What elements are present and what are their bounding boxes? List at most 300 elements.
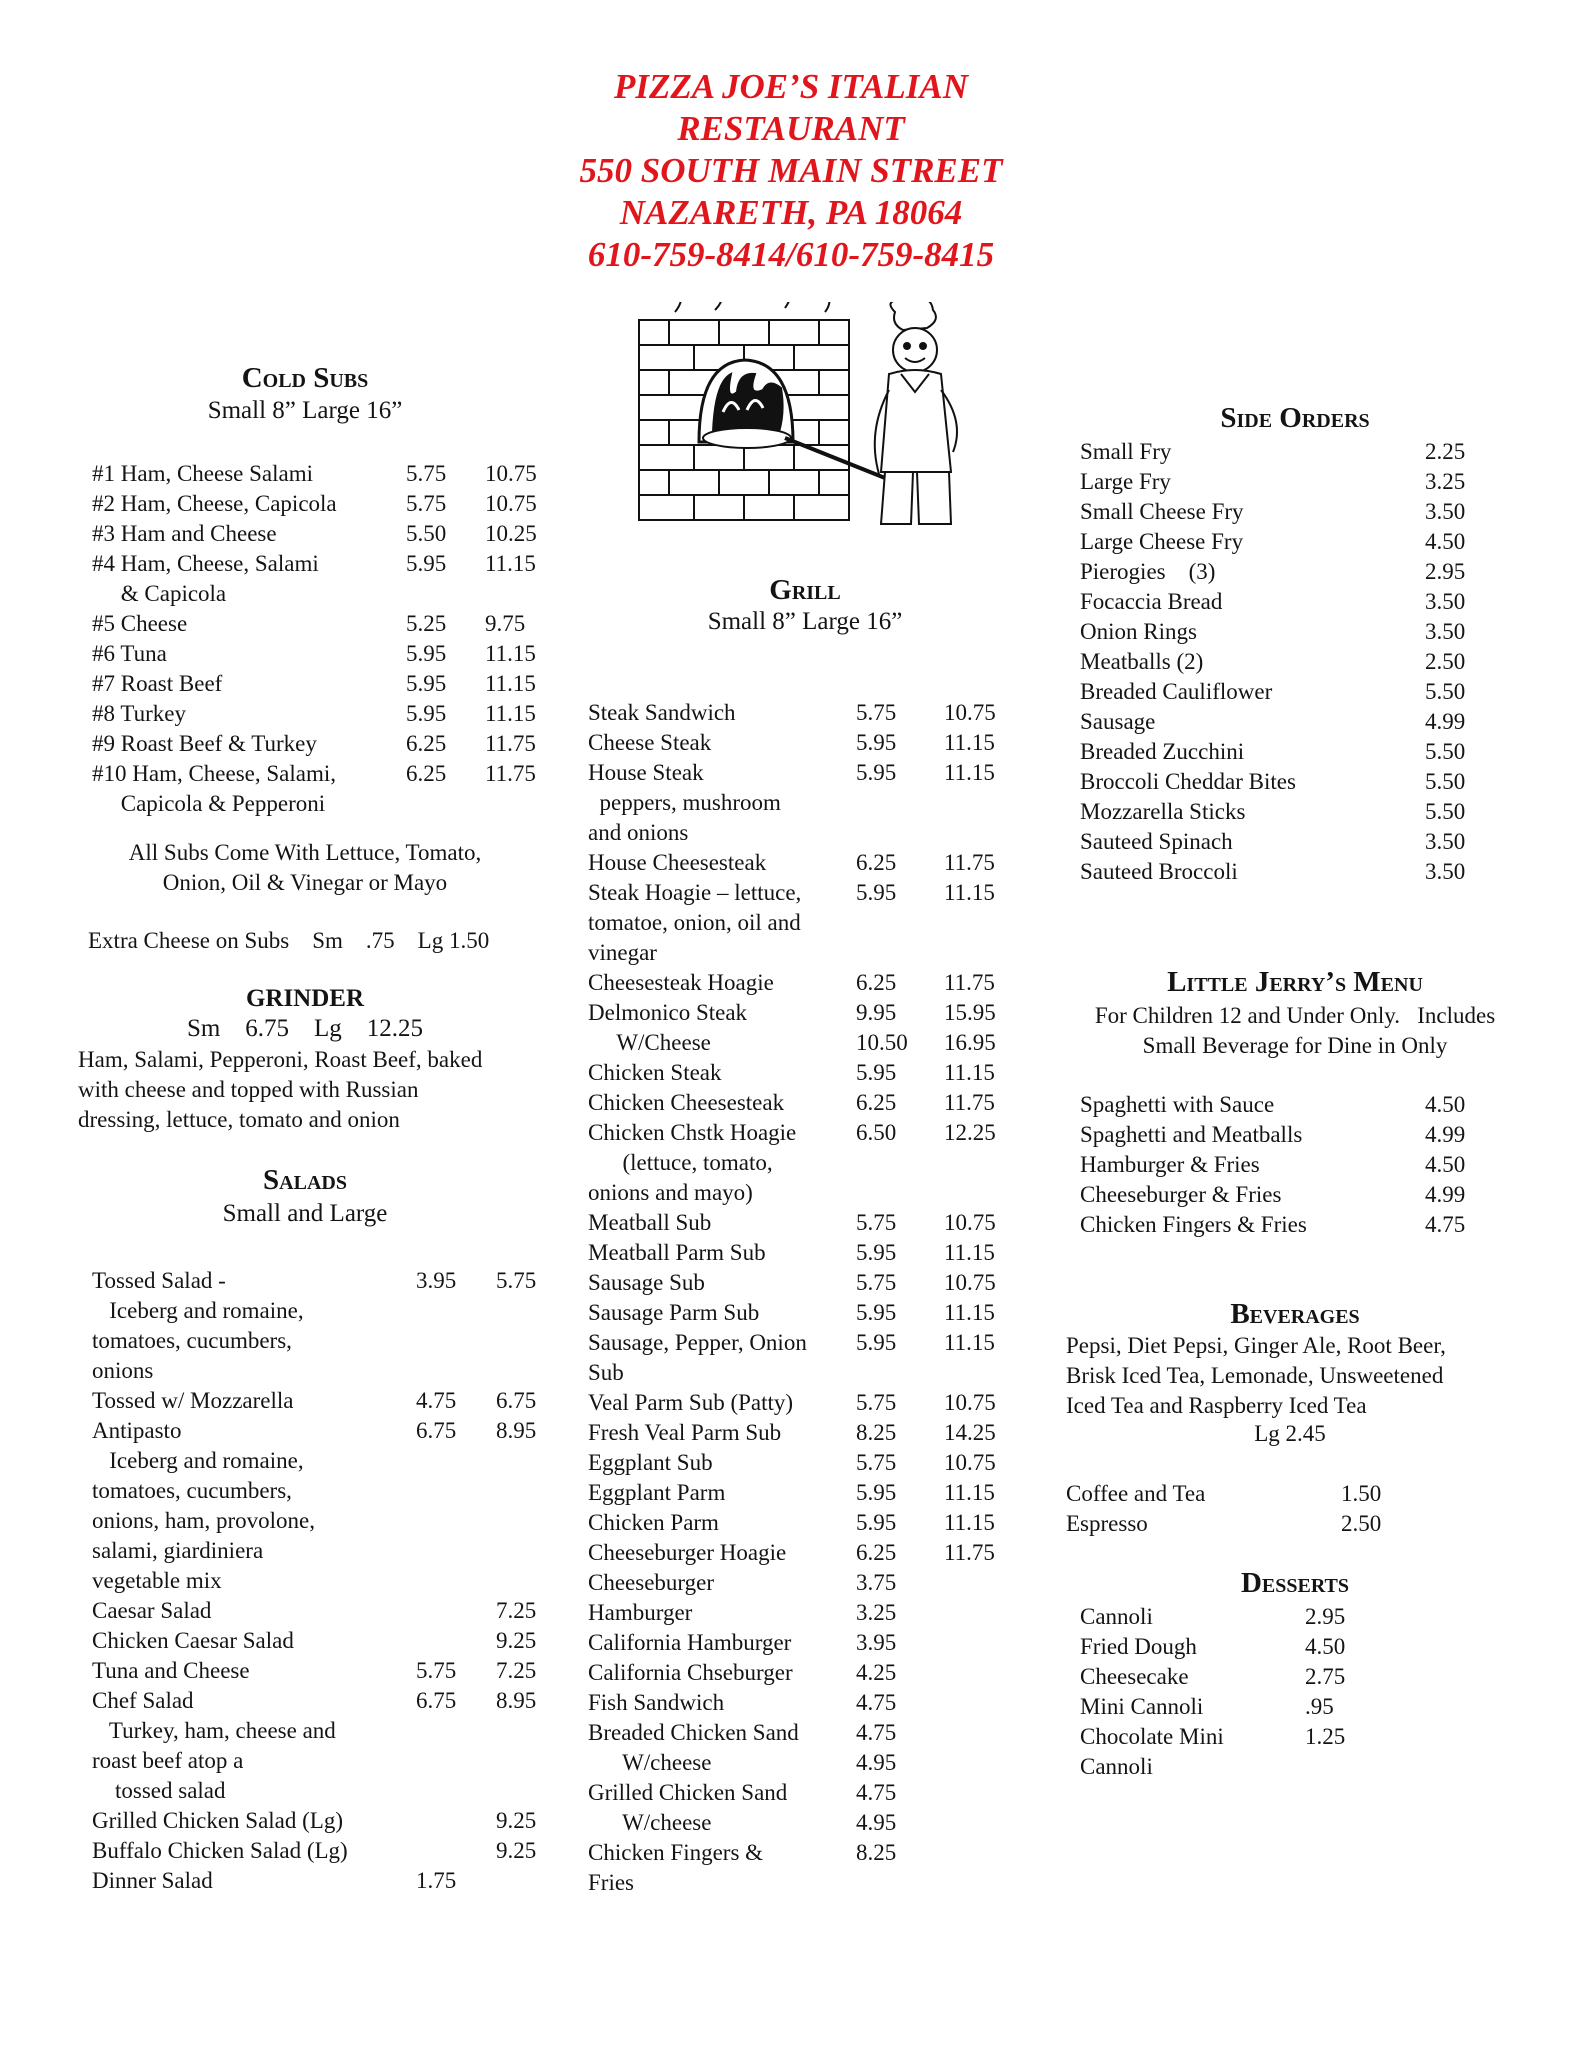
item-price-large: 10.75: [944, 700, 996, 725]
menu-item-row: [1066, 1509, 1486, 1539]
menu-item-row: [588, 1238, 1028, 1268]
item-name: California Hamburger: [588, 1630, 792, 1655]
item-name: peppers, mushroom: [588, 790, 781, 815]
item-price: 4.99: [1425, 1182, 1466, 1207]
item-name: Sauteed Spinach: [1080, 829, 1233, 854]
menu-item-row: [1080, 737, 1500, 767]
item-name: Cannoli: [1080, 1754, 1153, 1779]
menu-item-row: [1080, 767, 1500, 797]
item-price: 5.50: [1425, 679, 1466, 704]
menu-item-row: [1080, 797, 1500, 827]
item-price: 4.50: [1425, 1092, 1466, 1117]
menu-item-row: [92, 789, 562, 819]
item-price-small: 6.25: [856, 1090, 897, 1115]
item-price-small: 4.25: [856, 1660, 897, 1685]
item-price-large: 11.15: [944, 1510, 995, 1535]
item-name: Cheese Steak: [588, 730, 712, 755]
item-name: #4 Ham, Cheese, Salami: [92, 551, 319, 576]
item-price-large: 5.75: [496, 1268, 537, 1293]
grill-title: Grill: [769, 574, 841, 606]
item-name: & Capicola: [92, 581, 227, 606]
item-name: Tossed Salad -: [92, 1268, 226, 1293]
menu-item-row: [92, 1296, 562, 1326]
cold-subs-sizes: Small 8” Large 16”: [207, 397, 403, 424]
item-price-large: 10.75: [944, 1210, 996, 1235]
restaurant-phone: 610-759-8414/610-759-8415: [587, 235, 995, 274]
menu-item-row: [1080, 1692, 1500, 1722]
menu-item-row: [588, 788, 1028, 818]
desserts-title: Desserts: [1240, 1567, 1350, 1599]
menu-item-row: [1080, 587, 1500, 617]
menu-item-row: [588, 1388, 1028, 1418]
menu-item-row: [92, 1716, 562, 1746]
item-name: Large Fry: [1080, 469, 1171, 494]
item-name: Meatball Sub: [588, 1210, 712, 1235]
restaurant-name-line2: RESTAURANT: [677, 109, 905, 148]
item-price: 2.25: [1425, 439, 1466, 464]
item-price-small: 5.75: [856, 1210, 897, 1235]
item-price-large: 9.25: [496, 1838, 537, 1863]
item-name: #1 Ham, Cheese Salami: [92, 461, 314, 486]
cold-subs-note: [80, 838, 530, 898]
item-name: Focaccia Bread: [1080, 589, 1223, 614]
menu-item-row: [588, 1478, 1028, 1508]
item-name: House Cheesesteak: [588, 850, 767, 875]
menu-item-row: [92, 1596, 562, 1626]
item-name: Large Cheese Fry: [1080, 529, 1244, 554]
item-name: Fish Sandwich: [588, 1690, 725, 1715]
item-name: Delmonico Steak: [588, 1000, 748, 1025]
item-name: Sausage Parm Sub: [588, 1300, 760, 1325]
item-name: W/cheese: [588, 1750, 712, 1775]
item-price: 2.95: [1305, 1604, 1346, 1629]
extra-cheese-line: [88, 926, 558, 956]
item-name: tomatoes, cucumbers,: [92, 1478, 292, 1503]
grill-list: [588, 698, 1028, 1898]
item-name: Espresso: [1066, 1511, 1148, 1536]
item-name: Fresh Veal Parm Sub: [588, 1420, 782, 1445]
item-name: Breaded Chicken Sand: [588, 1720, 799, 1745]
item-price-small: 1.75: [416, 1868, 457, 1893]
menu-item-row: [1080, 1632, 1500, 1662]
item-name: Iceberg and romaine,: [92, 1448, 304, 1473]
item-price-small: 5.95: [406, 701, 447, 726]
salads-list: [92, 1266, 562, 1896]
item-price: 1.25: [1305, 1724, 1346, 1749]
item-price-large: 15.95: [944, 1000, 996, 1025]
item-name: Eggplant Parm: [588, 1480, 726, 1505]
menu-item-row: [92, 519, 562, 549]
item-name: W/Cheese: [588, 1030, 711, 1055]
menu-item-row: [1080, 1150, 1500, 1180]
menu-item-row: [588, 1598, 1028, 1628]
item-name: Chicken Cheesesteak: [588, 1090, 785, 1115]
item-price-large: 11.15: [485, 671, 536, 696]
item-price-small: 3.95: [856, 1630, 897, 1655]
item-price-small: 4.95: [856, 1810, 897, 1835]
item-name: Fried Dough: [1080, 1634, 1197, 1659]
item-name: Spaghetti with Sauce: [1080, 1092, 1275, 1117]
item-price-large: 11.75: [485, 731, 536, 756]
item-name: Tossed w/ Mozzarella: [92, 1388, 294, 1413]
menu-item-row: [92, 1476, 562, 1506]
menu-item-row: [588, 1538, 1028, 1568]
beverages-description-line: Iced Tea and Raspberry Iced Tea: [1066, 1393, 1367, 1418]
item-price-large: 14.25: [944, 1420, 996, 1445]
item-price: 4.75: [1425, 1212, 1466, 1237]
item-price-small: 4.95: [856, 1750, 897, 1775]
item-name: Chicken Caesar Salad: [92, 1628, 294, 1653]
item-name: vinegar: [588, 940, 657, 965]
item-price-small: 9.95: [856, 1000, 897, 1025]
item-name: Tuna and Cheese: [92, 1658, 250, 1683]
menu-item-row: [92, 699, 562, 729]
item-price: 2.75: [1305, 1664, 1346, 1689]
item-price-small: 5.95: [856, 1510, 897, 1535]
menu-item-row: [92, 1506, 562, 1536]
menu-item-row: [1080, 1662, 1500, 1692]
item-name: Cannoli: [1080, 1604, 1153, 1629]
menu-item-row: [588, 1328, 1028, 1358]
menu-item-row: [588, 1088, 1028, 1118]
item-price: 2.50: [1425, 649, 1466, 674]
item-name: Cheesesteak Hoagie: [588, 970, 774, 995]
item-name: onions, ham, provolone,: [92, 1508, 315, 1533]
item-price: 4.50: [1305, 1634, 1346, 1659]
item-name: Chicken Chstk Hoagie: [588, 1120, 797, 1145]
grinder-title: GRINDER: [245, 985, 365, 1012]
item-name: and onions: [588, 820, 689, 845]
item-name: Chocolate Mini: [1080, 1724, 1224, 1749]
item-name: Hamburger & Fries: [1080, 1152, 1260, 1177]
item-name: W/cheese: [588, 1810, 712, 1835]
item-price-large: 10.25: [485, 521, 537, 546]
item-price: 5.50: [1425, 769, 1466, 794]
item-price-large: 9.25: [496, 1628, 537, 1653]
little-jerrys-title: Little Jerry’s Menu: [1167, 966, 1423, 998]
item-price-small: 6.25: [406, 731, 447, 756]
item-price-large: 8.95: [496, 1688, 537, 1713]
menu-item-row: [588, 698, 1028, 728]
menu-item-row: [588, 998, 1028, 1028]
item-price-small: 3.25: [856, 1600, 897, 1625]
menu-item-row: [1080, 527, 1500, 557]
item-price-small: 6.75: [416, 1688, 457, 1713]
menu-item-row: [588, 1628, 1028, 1658]
restaurant-name-line1: PIZZA JOE’S ITALIAN: [614, 67, 968, 106]
menu-item-row: [588, 1448, 1028, 1478]
salads-title: Salads: [263, 1164, 347, 1196]
menu-item-row: [92, 549, 562, 579]
menu-item-row: [92, 1656, 562, 1686]
item-price-small: 8.25: [856, 1840, 897, 1865]
item-name: #2 Ham, Cheese, Capicola: [92, 491, 337, 516]
menu-item-row: [1080, 1210, 1500, 1240]
menu-item-row: [588, 758, 1028, 788]
beverages-title: Beverages: [1230, 1298, 1360, 1330]
item-price-small: 5.25: [406, 611, 447, 636]
item-name: Meatballs (2): [1080, 649, 1204, 674]
menu-item-row: [588, 1508, 1028, 1538]
menu-item-row: [92, 1416, 562, 1446]
item-name: Capicola & Pepperoni: [92, 791, 326, 816]
item-price: 3.25: [1425, 469, 1466, 494]
item-price-small: 5.95: [406, 551, 447, 576]
cold-subs-list: [92, 459, 562, 819]
item-name: Meatball Parm Sub: [588, 1240, 766, 1265]
item-price-large: 11.15: [944, 760, 995, 785]
item-price-large: 7.25: [496, 1598, 537, 1623]
item-name: Buffalo Chicken Salad (Lg): [92, 1838, 348, 1863]
menu-item-row: [1080, 1090, 1500, 1120]
menu-item-row: [92, 1626, 562, 1656]
item-name: roast beef atop a: [92, 1748, 244, 1773]
item-name: onions: [92, 1358, 154, 1383]
item-price: 3.50: [1425, 829, 1466, 854]
item-name: Cheeseburger Hoagie: [588, 1540, 787, 1565]
item-name: Cheesecake: [1080, 1664, 1189, 1689]
item-price-small: 3.95: [416, 1268, 457, 1293]
grinder-prices: Sm 6.75 Lg 12.25: [186, 1015, 424, 1042]
menu-item-row: [1080, 467, 1500, 497]
grill-sizes: Small 8” Large 16”: [707, 608, 903, 635]
item-price-small: 5.75: [406, 461, 447, 486]
item-price-large: 11.15: [485, 641, 536, 666]
menu-item-row: [92, 579, 562, 609]
item-price: .95: [1305, 1694, 1334, 1719]
side-orders-title: Side Orders: [1220, 402, 1370, 434]
grinder-description-line: Ham, Salami, Pepperoni, Roast Beef, baked: [78, 1047, 483, 1072]
restaurant-header: [0, 66, 1582, 276]
item-name: Grilled Chicken Salad (Lg): [92, 1808, 344, 1833]
item-name: Cheeseburger: [588, 1570, 715, 1595]
item-name: Turkey, ham, cheese and: [92, 1718, 336, 1743]
item-name: vegetable mix: [92, 1568, 222, 1593]
item-price: 3.50: [1425, 499, 1466, 524]
menu-item-row: [92, 1356, 562, 1386]
item-name: Breaded Zucchini: [1080, 739, 1245, 764]
item-price-small: 4.75: [856, 1780, 897, 1805]
item-name: Iceberg and romaine,: [92, 1298, 304, 1323]
item-price-small: 6.75: [416, 1418, 457, 1443]
item-price: 4.99: [1425, 1122, 1466, 1147]
item-name: Cheeseburger & Fries: [1080, 1182, 1282, 1207]
item-price-small: 5.95: [856, 1240, 897, 1265]
menu-item-row: [1080, 857, 1500, 887]
item-price-small: 5.95: [856, 1300, 897, 1325]
item-name: Steak Sandwich: [588, 700, 736, 725]
grinder-description-line: with cheese and topped with Russian: [78, 1077, 419, 1102]
item-name: Sausage Sub: [588, 1270, 705, 1295]
little-jerrys-note-line: Small Beverage for Dine in Only: [1142, 1033, 1448, 1058]
item-price-large: 11.15: [944, 1240, 995, 1265]
menu-item-row: [92, 1836, 562, 1866]
item-price-small: 4.75: [856, 1720, 897, 1745]
cold-subs-note-line: Onion, Oil & Vinegar or Mayo: [162, 870, 448, 895]
item-name: Chicken Parm: [588, 1510, 719, 1535]
item-price: 4.50: [1425, 529, 1466, 554]
item-price-large: 11.15: [944, 880, 995, 905]
item-name: salami, giardiniera: [92, 1538, 264, 1563]
menu-item-row: [588, 1358, 1028, 1388]
item-price-small: 6.50: [856, 1120, 897, 1145]
menu-item-row: [92, 1386, 562, 1416]
item-name: onions and mayo): [588, 1180, 753, 1205]
menu-item-row: [1080, 1602, 1500, 1632]
item-price-small: 10.50: [856, 1030, 908, 1055]
item-price-large: 11.75: [485, 761, 536, 786]
menu-item-row: [92, 1536, 562, 1566]
item-price-large: 9.25: [496, 1808, 537, 1833]
beverages-description-line: Pepsi, Diet Pepsi, Ginger Ale, Root Beer,: [1066, 1333, 1446, 1358]
menu-item-row: [1080, 677, 1500, 707]
menu-item-row: [588, 938, 1028, 968]
item-price: 3.50: [1425, 859, 1466, 884]
menu-item-row: [588, 1658, 1028, 1688]
menu-item-row: [588, 1208, 1028, 1238]
item-price-large: 11.75: [944, 1090, 995, 1115]
item-price-small: 5.75: [856, 700, 897, 725]
salads-sizes: Small and Large: [222, 1200, 388, 1227]
item-name: Mozzarella Sticks: [1080, 799, 1246, 824]
menu-item-row: [92, 1446, 562, 1476]
menu-item-row: [92, 639, 562, 669]
menu-item-row: [92, 669, 562, 699]
item-name: Chicken Steak: [588, 1060, 722, 1085]
item-name: Sausage, Pepper, Onion: [588, 1330, 807, 1355]
item-price-small: 5.75: [416, 1658, 457, 1683]
restaurant-address: 550 SOUTH MAIN STREET: [579, 151, 1003, 190]
extra-cheese-text: Extra Cheese on Subs Sm .75 Lg 1.50: [88, 928, 490, 953]
item-name: #6 Tuna: [92, 641, 167, 666]
item-price-large: 11.15: [944, 1480, 995, 1505]
item-price-small: 5.75: [856, 1450, 897, 1475]
item-price-small: 5.95: [856, 1060, 897, 1085]
menu-item-row: [588, 1058, 1028, 1088]
menu-item-row: [588, 1178, 1028, 1208]
item-price-large: 10.75: [485, 491, 537, 516]
item-name: Caesar Salad: [92, 1598, 212, 1623]
item-price: 3.50: [1425, 589, 1466, 614]
grinder-description: [78, 1045, 558, 1135]
item-price-small: 5.95: [856, 1480, 897, 1505]
item-name: Fries: [588, 1870, 634, 1895]
menu-item-row: [92, 1806, 562, 1836]
item-name: Mini Cannoli: [1080, 1694, 1204, 1719]
beverages-large-price: Lg 2.45: [1254, 1421, 1326, 1446]
item-price-small: 6.25: [856, 850, 897, 875]
menu-item-row: [92, 459, 562, 489]
item-price-large: 6.75: [496, 1388, 537, 1413]
item-name: Spaghetti and Meatballs: [1080, 1122, 1303, 1147]
item-price-small: 5.95: [856, 1330, 897, 1355]
item-price-small: 4.75: [856, 1690, 897, 1715]
item-name: Sausage: [1080, 709, 1156, 734]
little-jerrys-note: [1060, 1001, 1530, 1061]
menu-item-row: [588, 908, 1028, 938]
menu-item-row: [588, 1778, 1028, 1808]
cold-subs-title: Cold Subs: [241, 362, 369, 394]
item-name: Small Cheese Fry: [1080, 499, 1244, 524]
beverages-description: [1066, 1331, 1536, 1421]
item-price-large: 11.75: [944, 850, 995, 875]
item-name: #7 Roast Beef: [92, 671, 223, 696]
menu-item-row: [92, 1746, 562, 1776]
item-name: Sub: [588, 1360, 624, 1385]
item-price-small: 6.25: [856, 970, 897, 995]
item-price: 5.50: [1425, 799, 1466, 824]
menu-item-row: [1080, 1180, 1500, 1210]
chef-pizza-oven-illustration: [635, 302, 991, 546]
menu-item-row: [588, 1868, 1028, 1898]
item-price-large: 10.75: [944, 1390, 996, 1415]
menu-item-row: [1080, 707, 1500, 737]
item-name: Pierogies (3): [1080, 559, 1216, 584]
item-price: 1.50: [1341, 1481, 1382, 1506]
beverages-list: [1066, 1479, 1486, 1539]
cold-subs-note-line: All Subs Come With Lettuce, Tomato,: [128, 840, 482, 865]
menu-item-row: [1080, 827, 1500, 857]
item-price-small: 5.50: [406, 521, 447, 546]
item-price-small: 5.95: [406, 641, 447, 666]
menu-item-row: [92, 1266, 562, 1296]
item-price-small: 8.25: [856, 1420, 897, 1445]
menu-item-row: [92, 609, 562, 639]
beverages-description-line: Brisk Iced Tea, Lemonade, Unsweetened: [1066, 1363, 1444, 1388]
menu-item-row: [1080, 497, 1500, 527]
item-price-small: 5.75: [856, 1390, 897, 1415]
menu-item-row: [588, 1418, 1028, 1448]
menu-item-row: [92, 1326, 562, 1356]
item-name: tomatoe, onion, oil and: [588, 910, 801, 935]
menu-item-row: [1080, 557, 1500, 587]
item-price: 5.50: [1425, 739, 1466, 764]
restaurant-city: NAZARETH, PA 18064: [619, 193, 963, 232]
item-price-small: 5.95: [406, 671, 447, 696]
menu-item-row: [588, 1148, 1028, 1178]
item-price: 2.50: [1341, 1511, 1382, 1536]
item-price: 4.50: [1425, 1152, 1466, 1177]
item-price-large: 7.25: [496, 1658, 537, 1683]
menu-item-row: [588, 1298, 1028, 1328]
item-price-small: 5.95: [856, 730, 897, 755]
item-price-small: 5.95: [856, 760, 897, 785]
item-price: 2.95: [1425, 559, 1466, 584]
menu-item-row: [588, 1568, 1028, 1598]
item-name: Onion Rings: [1080, 619, 1197, 644]
menu-item-row: [92, 1866, 562, 1896]
menu-item-row: [1080, 617, 1500, 647]
item-price-small: 5.95: [856, 880, 897, 905]
item-name: Coffee and Tea: [1066, 1481, 1206, 1506]
item-price-large: 10.75: [944, 1270, 996, 1295]
item-name: House Steak: [588, 760, 704, 785]
item-price-large: 11.15: [944, 1300, 995, 1325]
item-name: Chicken Fingers & Fries: [1080, 1212, 1307, 1237]
item-price-large: 10.75: [485, 461, 537, 486]
menu-item-row: [1080, 437, 1500, 467]
item-name: #5 Cheese: [92, 611, 188, 636]
item-name: Hamburger: [588, 1600, 693, 1625]
item-name: #3 Ham and Cheese: [92, 521, 277, 546]
item-name: #8 Turkey: [92, 701, 186, 726]
menu-item-row: [92, 729, 562, 759]
item-name: Grilled Chicken Sand: [588, 1780, 788, 1805]
item-name: #10 Ham, Cheese, Salami,: [92, 761, 337, 786]
item-price-large: 11.15: [485, 551, 536, 576]
menu-item-row: [92, 1686, 562, 1716]
menu-item-row: [1080, 1120, 1500, 1150]
